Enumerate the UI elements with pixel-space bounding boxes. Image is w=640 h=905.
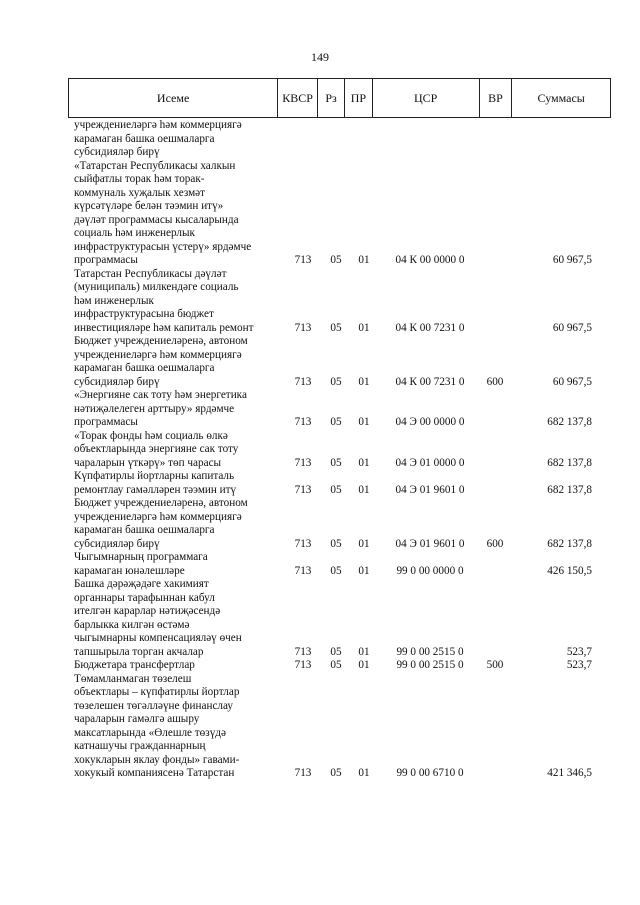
row-sum: 682 137,8 — [547, 456, 592, 469]
header-kvsr: КВСР — [278, 79, 318, 117]
table-row — [0, 673, 640, 781]
table-row — [0, 659, 640, 673]
row-kvsr: 713 — [294, 645, 312, 658]
table-header — [68, 78, 611, 118]
row-csr: 04 К 00 7231 0 — [395, 375, 465, 388]
row-pr: 01 — [358, 416, 370, 428]
row-sum: 682 137,8 — [547, 537, 592, 550]
row-kvsr: 713 — [294, 483, 312, 496]
row-sum: 60 967,5 — [552, 254, 592, 266]
table-body — [0, 119, 640, 781]
row-sum: 421 346,5 — [547, 767, 592, 779]
row-rz: 05 — [330, 564, 342, 577]
row-csr: 04 Э 00 0000 0 — [395, 416, 465, 428]
row-rz: 05 — [330, 659, 342, 671]
row-kvsr: 713 — [294, 659, 312, 671]
header-name: Исеме — [69, 79, 278, 117]
row-kvsr: 713 — [294, 321, 312, 334]
table-row — [0, 119, 640, 160]
table-row — [0, 578, 640, 659]
row-kvsr: 713 — [294, 456, 312, 469]
table-row — [0, 268, 640, 336]
row-sum: 426 150,5 — [547, 564, 592, 577]
row-pr: 01 — [358, 767, 370, 779]
row-pr: 01 — [358, 254, 370, 266]
row-kvsr: 713 — [294, 564, 312, 577]
header-vr: ВР — [480, 79, 513, 117]
row-csr: 04 К 00 7231 0 — [395, 321, 465, 334]
row-csr: 99 0 00 2515 0 — [396, 659, 464, 671]
table-row — [0, 430, 640, 471]
table-row — [0, 335, 640, 389]
row-rz: 05 — [330, 537, 342, 550]
row-vr: 500 — [486, 659, 504, 671]
row-name: «Энергияне сак тоту һәм энергетика нәтиҗәлелеген арттыру» ярдәмче программасы — [74, 389, 247, 428]
row-kvsr: 713 — [294, 375, 312, 388]
row-csr: 04 Э 01 9601 0 — [395, 483, 465, 496]
table-row — [0, 551, 640, 578]
row-kvsr: 713 — [294, 767, 312, 779]
table-row — [0, 497, 640, 551]
row-sum: 682 137,8 — [547, 416, 592, 428]
row-name: «Татарстан Республикасы халкын сыйфатлы торак һәм торак- коммуналь хуҗалык хезмәт күрсәтүләре белән тәэмин итү» дәүләт программасы кысаларында социаль һәм инженерлык инфраструктурасын үстерү» ярдәмче программасы — [74, 159, 252, 266]
row-name: Төмамланмаган төзелеш объектлары – күпфатирлы йортлар төзелешен төгәлләүне финанслау чараларын гамәлгә ашыру максатларында «Өлешле төзүдә катнашучы гражданнарның хокукларын яклау фонды» гавами- хокукый компаниясенә Татарстан — [74, 672, 240, 779]
row-pr: 01 — [358, 537, 370, 550]
row-sum: 523,7 — [566, 659, 592, 671]
row-name: Бюджетара трансфертлар — [74, 659, 195, 671]
header-csr: ЦСР — [373, 79, 480, 117]
row-rz: 05 — [330, 321, 342, 334]
row-name: «Торак фонды һәм социаль өлкә объектларында энергияне сак тоту чараларын үткәрү» төп чарасы — [74, 429, 239, 469]
row-csr: 99 0 00 2515 0 — [396, 645, 464, 658]
page-number: 149 — [311, 50, 329, 64]
row-pr: 01 — [358, 456, 370, 469]
row-csr: 04 К 00 0000 0 — [395, 254, 465, 266]
row-vr: 600 — [486, 537, 504, 550]
row-rz: 05 — [330, 254, 342, 266]
row-vr: 600 — [486, 375, 504, 388]
row-name: Татарстан Республикасы дәүләт (муниципаль) милкендәге социаль һәм инженерлык инфраструктурасына бюджет инвестицияләре һәм капиталь ремонт — [74, 267, 254, 334]
row-csr: 04 Э 01 9601 0 — [395, 537, 465, 550]
row-sum: 60 967,5 — [552, 321, 592, 334]
row-kvsr: 713 — [294, 254, 312, 266]
row-csr: 99 0 00 0000 0 — [396, 564, 464, 577]
table-row — [0, 160, 640, 268]
row-pr: 01 — [358, 375, 370, 388]
row-pr: 01 — [358, 564, 370, 577]
row-kvsr: 713 — [294, 537, 312, 550]
row-pr: 01 — [358, 321, 370, 334]
row-rz: 05 — [330, 767, 342, 779]
row-rz: 05 — [330, 456, 342, 469]
row-csr: 04 Э 01 0000 0 — [395, 456, 465, 469]
header-pr: ПР — [345, 79, 373, 117]
row-name: учреждениеләргә һәм коммерциягә карамаган башка оешмаларга субсидияләр бирү — [74, 119, 242, 158]
row-rz: 05 — [330, 416, 342, 428]
header-rz: Рз — [318, 79, 345, 117]
row-sum: 60 967,5 — [552, 375, 592, 388]
row-sum: 682 137,8 — [547, 483, 592, 496]
row-rz: 05 — [330, 375, 342, 388]
table-row — [0, 389, 640, 430]
table-row — [0, 470, 640, 497]
row-csr: 99 0 00 6710 0 — [396, 767, 464, 779]
row-sum: 523,7 — [566, 645, 592, 658]
row-rz: 05 — [330, 483, 342, 496]
row-name: Бюджет учреждениеләренә, автоном учреждениеләргә һәм коммерциягә карамаган башка оешмаларга субсидияләр бирү — [74, 497, 248, 550]
row-pr: 01 — [358, 659, 370, 671]
row-name: Бюджет учреждениеләренә, автоном учреждениеләргә һәм коммерциягә карамаган башка оешмаларга субсидияләр бирү — [74, 335, 248, 388]
row-name: Башка дәрәҗәдәге хакимият органнары тарафыннан кабул ителгән карарлар нәтиҗәсендә барлыкка килгән өстәмә чыгымнарны компенсацияләү өчен тапшырыла торган акчалар — [74, 578, 242, 658]
row-pr: 01 — [358, 483, 370, 496]
header-sum: Суммасы — [537, 90, 585, 105]
row-kvsr: 713 — [294, 416, 312, 428]
row-name: Күпфатирлы йортларны капиталь ремонтлау гамәлләрен тәэмин итү — [74, 470, 237, 496]
row-pr: 01 — [358, 645, 370, 658]
row-rz: 05 — [330, 645, 342, 658]
row-name: Чыгымнарның программага карамаган юнәлешләре — [74, 551, 208, 577]
